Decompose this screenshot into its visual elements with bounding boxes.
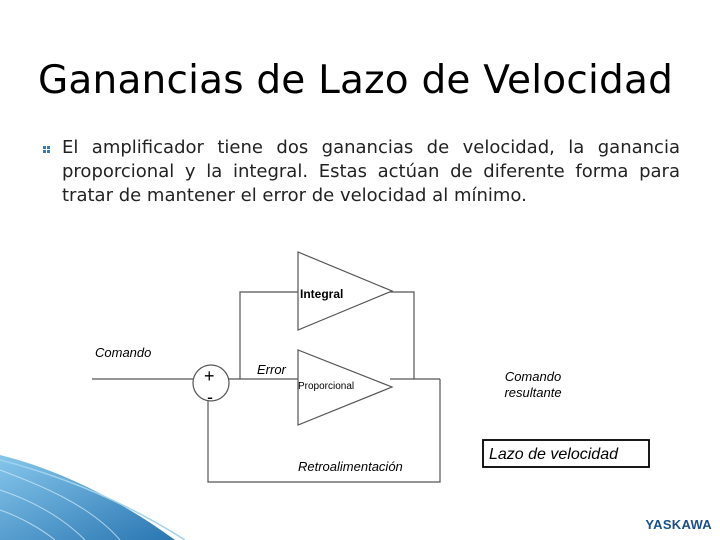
retroalimentacion-label: Retroalimentación: [298, 459, 403, 474]
slide-title: Ganancias de Lazo de Velocidad: [38, 58, 674, 103]
comando-label: Comando: [95, 345, 152, 360]
comando-resultante-line2: resultante: [504, 385, 562, 400]
proporcional-label: Proporcional: [298, 381, 355, 392]
lazo-label: Lazo de velocidad: [489, 446, 618, 463]
error-label: Error: [257, 362, 286, 377]
integral-label: Integral: [300, 287, 344, 301]
minus-sign: -: [207, 387, 213, 407]
plus-sign: +: [204, 366, 215, 386]
bullet-text: El amplificador tiene dos ganancias de velocidad, la ganancia proporcional y la integral. Estas actúan de diferente forma para tratar de mantener el error de velocidad al mínimo.: [62, 137, 680, 206]
integral-output-line: [390, 292, 414, 379]
comando-resultante-line1: Comando: [504, 369, 562, 384]
yaskawa-logo: YASKAWA: [645, 517, 712, 532]
